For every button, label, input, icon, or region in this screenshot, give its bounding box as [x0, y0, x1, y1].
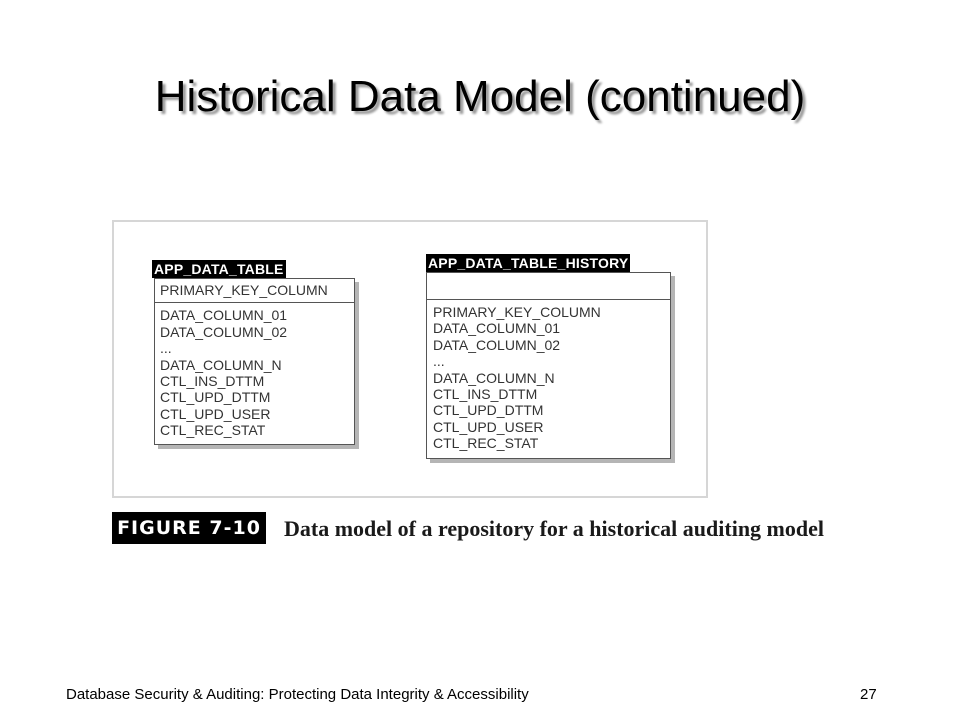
attribute-section: [155, 303, 354, 443]
figure-label: FIGURE 7-10: [112, 512, 266, 544]
column-name: CTL_REC_STAT: [433, 435, 539, 452]
column-name: DATA_COLUMN_N: [433, 369, 555, 386]
column-name: DATA_COLUMN_02: [160, 323, 288, 340]
footer-course-title: Database Security & Auditing: Protecting Data Integrity & Accessibility: [66, 686, 529, 703]
column-name: ...: [433, 353, 445, 370]
figure-caption: Data model of a repository for a historical auditing model: [284, 516, 824, 541]
column-name: CTL_INS_DTTM: [160, 373, 265, 390]
column-name: DATA_COLUMN_01: [160, 307, 288, 324]
column-name: DATA_COLUMN_02: [433, 336, 561, 353]
entity-box: [426, 272, 671, 459]
slide-title: Historical Data Model (continued): [154, 72, 806, 121]
column-name: DATA_COLUMN_01: [433, 320, 561, 337]
column-name: CTL_REC_STAT: [160, 422, 266, 439]
key-section: [427, 273, 670, 300]
column-name: ...: [160, 340, 172, 357]
column-name: CTL_UPD_DTTM: [160, 389, 271, 406]
entity-box: [154, 278, 355, 445]
figure-frame: [112, 220, 708, 498]
key-section: [155, 279, 354, 303]
column-name: CTL_UPD_DTTM: [433, 402, 544, 419]
column-name: CTL_INS_DTTM: [433, 386, 538, 403]
entity-name: APP_DATA_TABLE: [154, 261, 284, 277]
column-name: DATA_COLUMN_N: [160, 356, 282, 373]
column-name: CTL_UPD_USER: [433, 418, 544, 435]
column-name: PRIMARY_KEY_COLUMN: [160, 282, 328, 298]
entity-name: APP_DATA_TABLE_HISTORY: [428, 255, 629, 271]
page-number: 27: [860, 686, 877, 703]
column-name: CTL_UPD_USER: [160, 405, 271, 422]
column-name: PRIMARY_KEY_COLUMN: [433, 304, 601, 320]
attribute-section: [427, 300, 670, 458]
